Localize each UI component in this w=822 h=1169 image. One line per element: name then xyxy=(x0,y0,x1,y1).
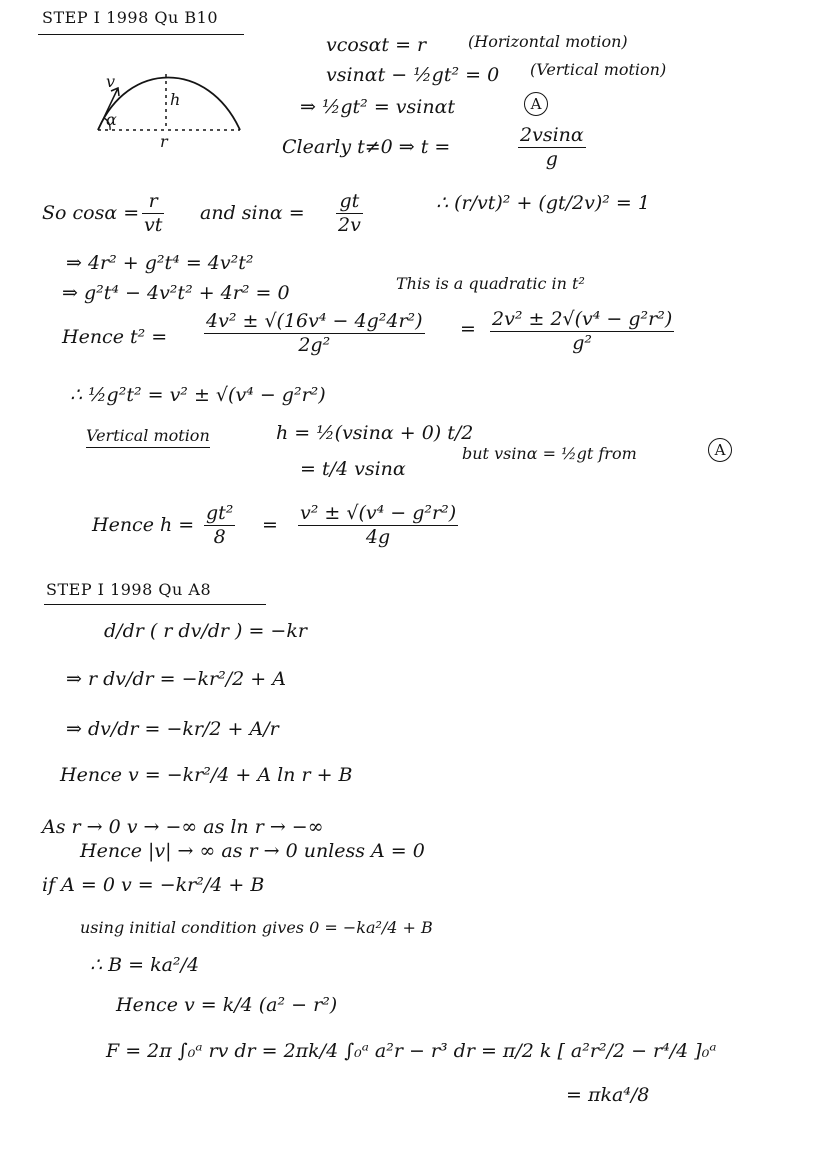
hence-t2: Hence t² = xyxy=(62,326,168,348)
hence-h-fraction-2 xyxy=(298,504,458,547)
eq-int2: ⇒ dv/dr = −kr/2 + A/r xyxy=(66,718,279,740)
hence-t2-fraction-2 xyxy=(490,310,674,353)
note-horizontal: (Horizontal motion) xyxy=(468,32,628,51)
therefore-b: ∴ B = ka²/4 xyxy=(90,954,200,976)
hence-v: Hence v = −kr²/4 + A ln r + B xyxy=(60,764,353,786)
eq-vertical: vsinαt − ½gt² = 0 xyxy=(326,64,500,86)
tag-a-ref xyxy=(708,438,732,462)
therefore-half: ∴ ½g²t² = v² ± √(v⁴ − g²r²) xyxy=(70,384,326,406)
eq-de: d/dr ( r dv/dr ) = −kr xyxy=(104,620,307,642)
final-result: = πka⁴/8 xyxy=(566,1084,650,1106)
section2-heading: STEP I 1998 Qu A8 xyxy=(46,580,212,599)
hence-h-num2: v² ± √(v⁴ − g²r²) xyxy=(300,502,457,524)
hence-h-den2: 4g xyxy=(365,526,391,548)
but-note: but vsinα = ½gt from xyxy=(462,444,637,463)
eq-int1: ⇒ r dv/dr = −kr²/2 + A xyxy=(66,668,286,690)
hence-t2-num2: 2v² ± 2√(v⁴ − g²r²) xyxy=(492,308,673,330)
hence-t2-num: 4v² ± √(16v⁴ − 4g²4r²) xyxy=(206,310,423,332)
therefore-identity: ∴ (r/vt)² + (gt/2v)² = 1 xyxy=(436,192,650,214)
clearly-den: g xyxy=(545,148,558,170)
hence-h-den: 8 xyxy=(213,526,226,548)
and-sin: and sinα = xyxy=(200,202,305,224)
so-cos-num: r xyxy=(142,192,164,214)
h-eq-2: = t/4 vsinα xyxy=(300,458,406,480)
heading-underline xyxy=(38,34,244,35)
equals-sign-2: = xyxy=(262,514,278,536)
vertical-motion-text: Vertical motion xyxy=(86,426,210,448)
note-quadratic: This is a quadratic in t² xyxy=(396,274,585,293)
eq-1: ⇒ 4r² + g²t⁴ = 4v²t² xyxy=(66,252,254,274)
equals-sign: = xyxy=(460,318,476,340)
hence-h-fraction xyxy=(204,504,235,547)
and-sin-num: gt xyxy=(336,192,363,214)
hence-t2-den2: g² xyxy=(572,332,593,354)
hence-t2-fraction xyxy=(204,312,425,355)
hence-abs: Hence |v| → ∞ as r → 0 unless A = 0 xyxy=(80,840,425,862)
clearly-fraction xyxy=(518,126,586,169)
vertical-motion-label xyxy=(86,428,210,444)
diagram-label-alpha: α xyxy=(106,110,117,129)
eq-a: ⇒ ½gt² = vsinαt xyxy=(300,96,456,118)
and-sin-fraction xyxy=(336,192,363,235)
h-eq-1: h = ½(vsinα + 0) t/2 xyxy=(276,422,474,444)
so-cos-fraction xyxy=(142,192,164,235)
using-ic: using initial condition gives 0 = −ka²/4 + B xyxy=(80,918,433,937)
hence-h: Hence h = xyxy=(92,514,195,536)
eq-horizontal: vcosαt = r xyxy=(326,34,427,56)
diagram-label-h: h xyxy=(170,90,181,109)
and-sin-den: 2v xyxy=(338,214,361,236)
trajectory-arc xyxy=(98,78,240,131)
hence-v2: Hence v = k/4 (a² − r²) xyxy=(116,994,338,1016)
hence-t2-den: 2g² xyxy=(298,334,331,356)
tag-a xyxy=(524,92,548,116)
so-cos-den: vt xyxy=(144,214,163,236)
diagram-label-v: v xyxy=(106,72,116,91)
as-line: As r → 0 v → −∞ as ln r → −∞ xyxy=(42,816,324,838)
diagram-label-r: r xyxy=(160,132,168,151)
clearly-num: 2vsinα xyxy=(520,124,584,146)
eq-2: ⇒ g²t⁴ − 4v²t² + 4r² = 0 xyxy=(62,282,290,304)
so-cos: So cosα = xyxy=(42,202,140,224)
f-eq: F = 2π ∫₀ᵃ rv dr = 2πk/4 ∫₀ᵃ a²r − r³ dr = π/2 k [ a²r²/2 − r⁴/4 ]₀ᵃ xyxy=(106,1040,717,1062)
tag-a-circle: A xyxy=(524,92,548,116)
heading2-underline xyxy=(44,604,266,605)
clearly-line: Clearly t≠0 ⇒ t = xyxy=(282,136,451,158)
note-vertical: (Vertical motion) xyxy=(530,60,667,79)
if-a0: if A = 0 v = −kr²/4 + B xyxy=(42,874,265,896)
hence-h-num: gt² xyxy=(206,502,234,524)
tag-a-ref-circle: A xyxy=(708,438,732,462)
section1-heading: STEP I 1998 Qu B10 xyxy=(42,8,218,27)
